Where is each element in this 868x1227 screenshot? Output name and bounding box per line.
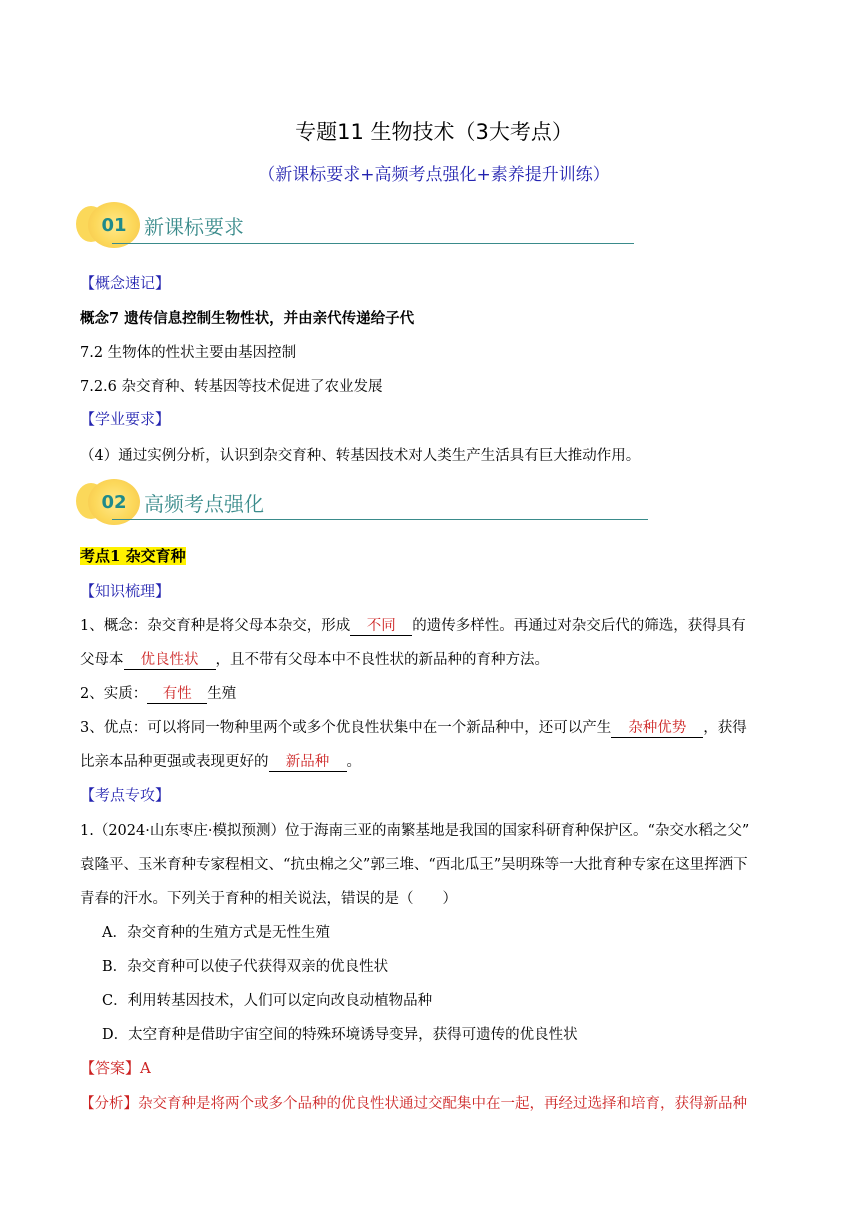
section-1-title: 新课标要求 (144, 215, 244, 239)
page-subtitle: （新课标要求+高频考点强化+素养提升训练） (258, 165, 610, 185)
concept-tag: 【概念速记】 (80, 274, 171, 292)
answer: 【答案】A (80, 1059, 151, 1077)
p3-text-a: 3、优点：可以将同一物种里两个或多个优良性状集中在一个新品种中，还可以产生 (80, 720, 612, 736)
paragraph-1-line-2 (80, 648, 549, 670)
p3-text-b: ，获得 (703, 720, 747, 736)
exam-tag: 【考点专攻】 (80, 786, 171, 804)
paragraph-3-line-1 (80, 716, 747, 738)
point-1-title: 考点1 杂交育种 (80, 547, 186, 565)
question-1-line-1: 1.（2024·山东枣庄·模拟预测）位于海南三亚的南繁基地是我国的国家科研育种保护区。“杂交水稻之父” (80, 823, 750, 839)
section-2-underline (112, 519, 648, 520)
option-b: B．杂交育种可以使子代获得双亲的优良性状 (102, 959, 389, 975)
blank-new-variety: 新品种 (269, 750, 347, 772)
blank-sexual: 有性 (147, 682, 207, 704)
blank-hybrid-vigor: 杂种优势 (611, 716, 703, 738)
section-2-badge: 02 (88, 479, 140, 525)
p1-text-d: ，且不带有父母本中不良性状的新品种的育种方法。 (215, 652, 549, 668)
concept-item-2: 7.2.6 杂交育种、转基因等技术促进了农业发展 (80, 379, 383, 395)
option-d: D．太空育种是借助宇宙空间的特殊环境诱导变异，获得可遗传的优良性状 (102, 1027, 578, 1043)
concept-main: 概念7 遗传信息控制生物性状，并由亲代传递给子代 (80, 310, 415, 327)
analysis: 【分析】杂交育种是将两个或多个品种的优良性状通过交配集中在一起，再经过选择和培育，获得新品种 (80, 1096, 747, 1112)
section-1-badge: 01 (88, 202, 140, 248)
concept-item-1: 7.2 生物体的性状主要由基因控制 (80, 345, 297, 361)
section-1-underline (112, 243, 634, 244)
p1-text-c: 父母本 (80, 652, 124, 668)
p2-text-b: 生殖 (207, 686, 237, 702)
paragraph-1-line-1 (80, 614, 746, 636)
option-c: C．利用转基因技术，人们可以定向改良动植物品种 (102, 993, 433, 1009)
p3-text-d: 。 (346, 754, 361, 770)
section-2-title: 高频考点强化 (144, 492, 264, 516)
requirement-text: （4）通过实例分析，认识到杂交育种、转基因技术对人类生产生活具有巨大推动作用。 (80, 448, 641, 464)
knowledge-tag: 【知识梳理】 (80, 582, 171, 600)
p2-text-a: 2、实质： (80, 686, 148, 702)
question-1-line-2: 袁隆平、玉米育种专家程相文、“抗虫棉之父”郭三堆、“西北瓜王”吴明珠等一大批育种专家在这里挥洒下 (80, 857, 748, 873)
paragraph-2 (80, 682, 236, 704)
point-1-heading (80, 545, 186, 566)
option-a: A．杂交育种的生殖方式是无性生殖 (102, 925, 330, 941)
paragraph-3-line-2 (80, 750, 361, 772)
requirement-tag: 【学业要求】 (80, 410, 171, 428)
p1-text-b: 的遗传多样性。再通过对杂交后代的筛选，获得具有 (412, 618, 746, 634)
p3-text-c: 比亲本品种更强或表现更好的 (80, 754, 269, 770)
question-1-line-3: 青春的汗水。下列关于育种的相关说法，错误的是（ ） (80, 891, 457, 907)
blank-good-traits: 优良性状 (124, 648, 216, 670)
blank-different: 不同 (350, 614, 412, 636)
page-title: 专题11 生物技术（3大考点） (295, 120, 573, 144)
p1-text-a: 1、概念：杂交育种是将父母本杂交，形成 (80, 618, 351, 634)
